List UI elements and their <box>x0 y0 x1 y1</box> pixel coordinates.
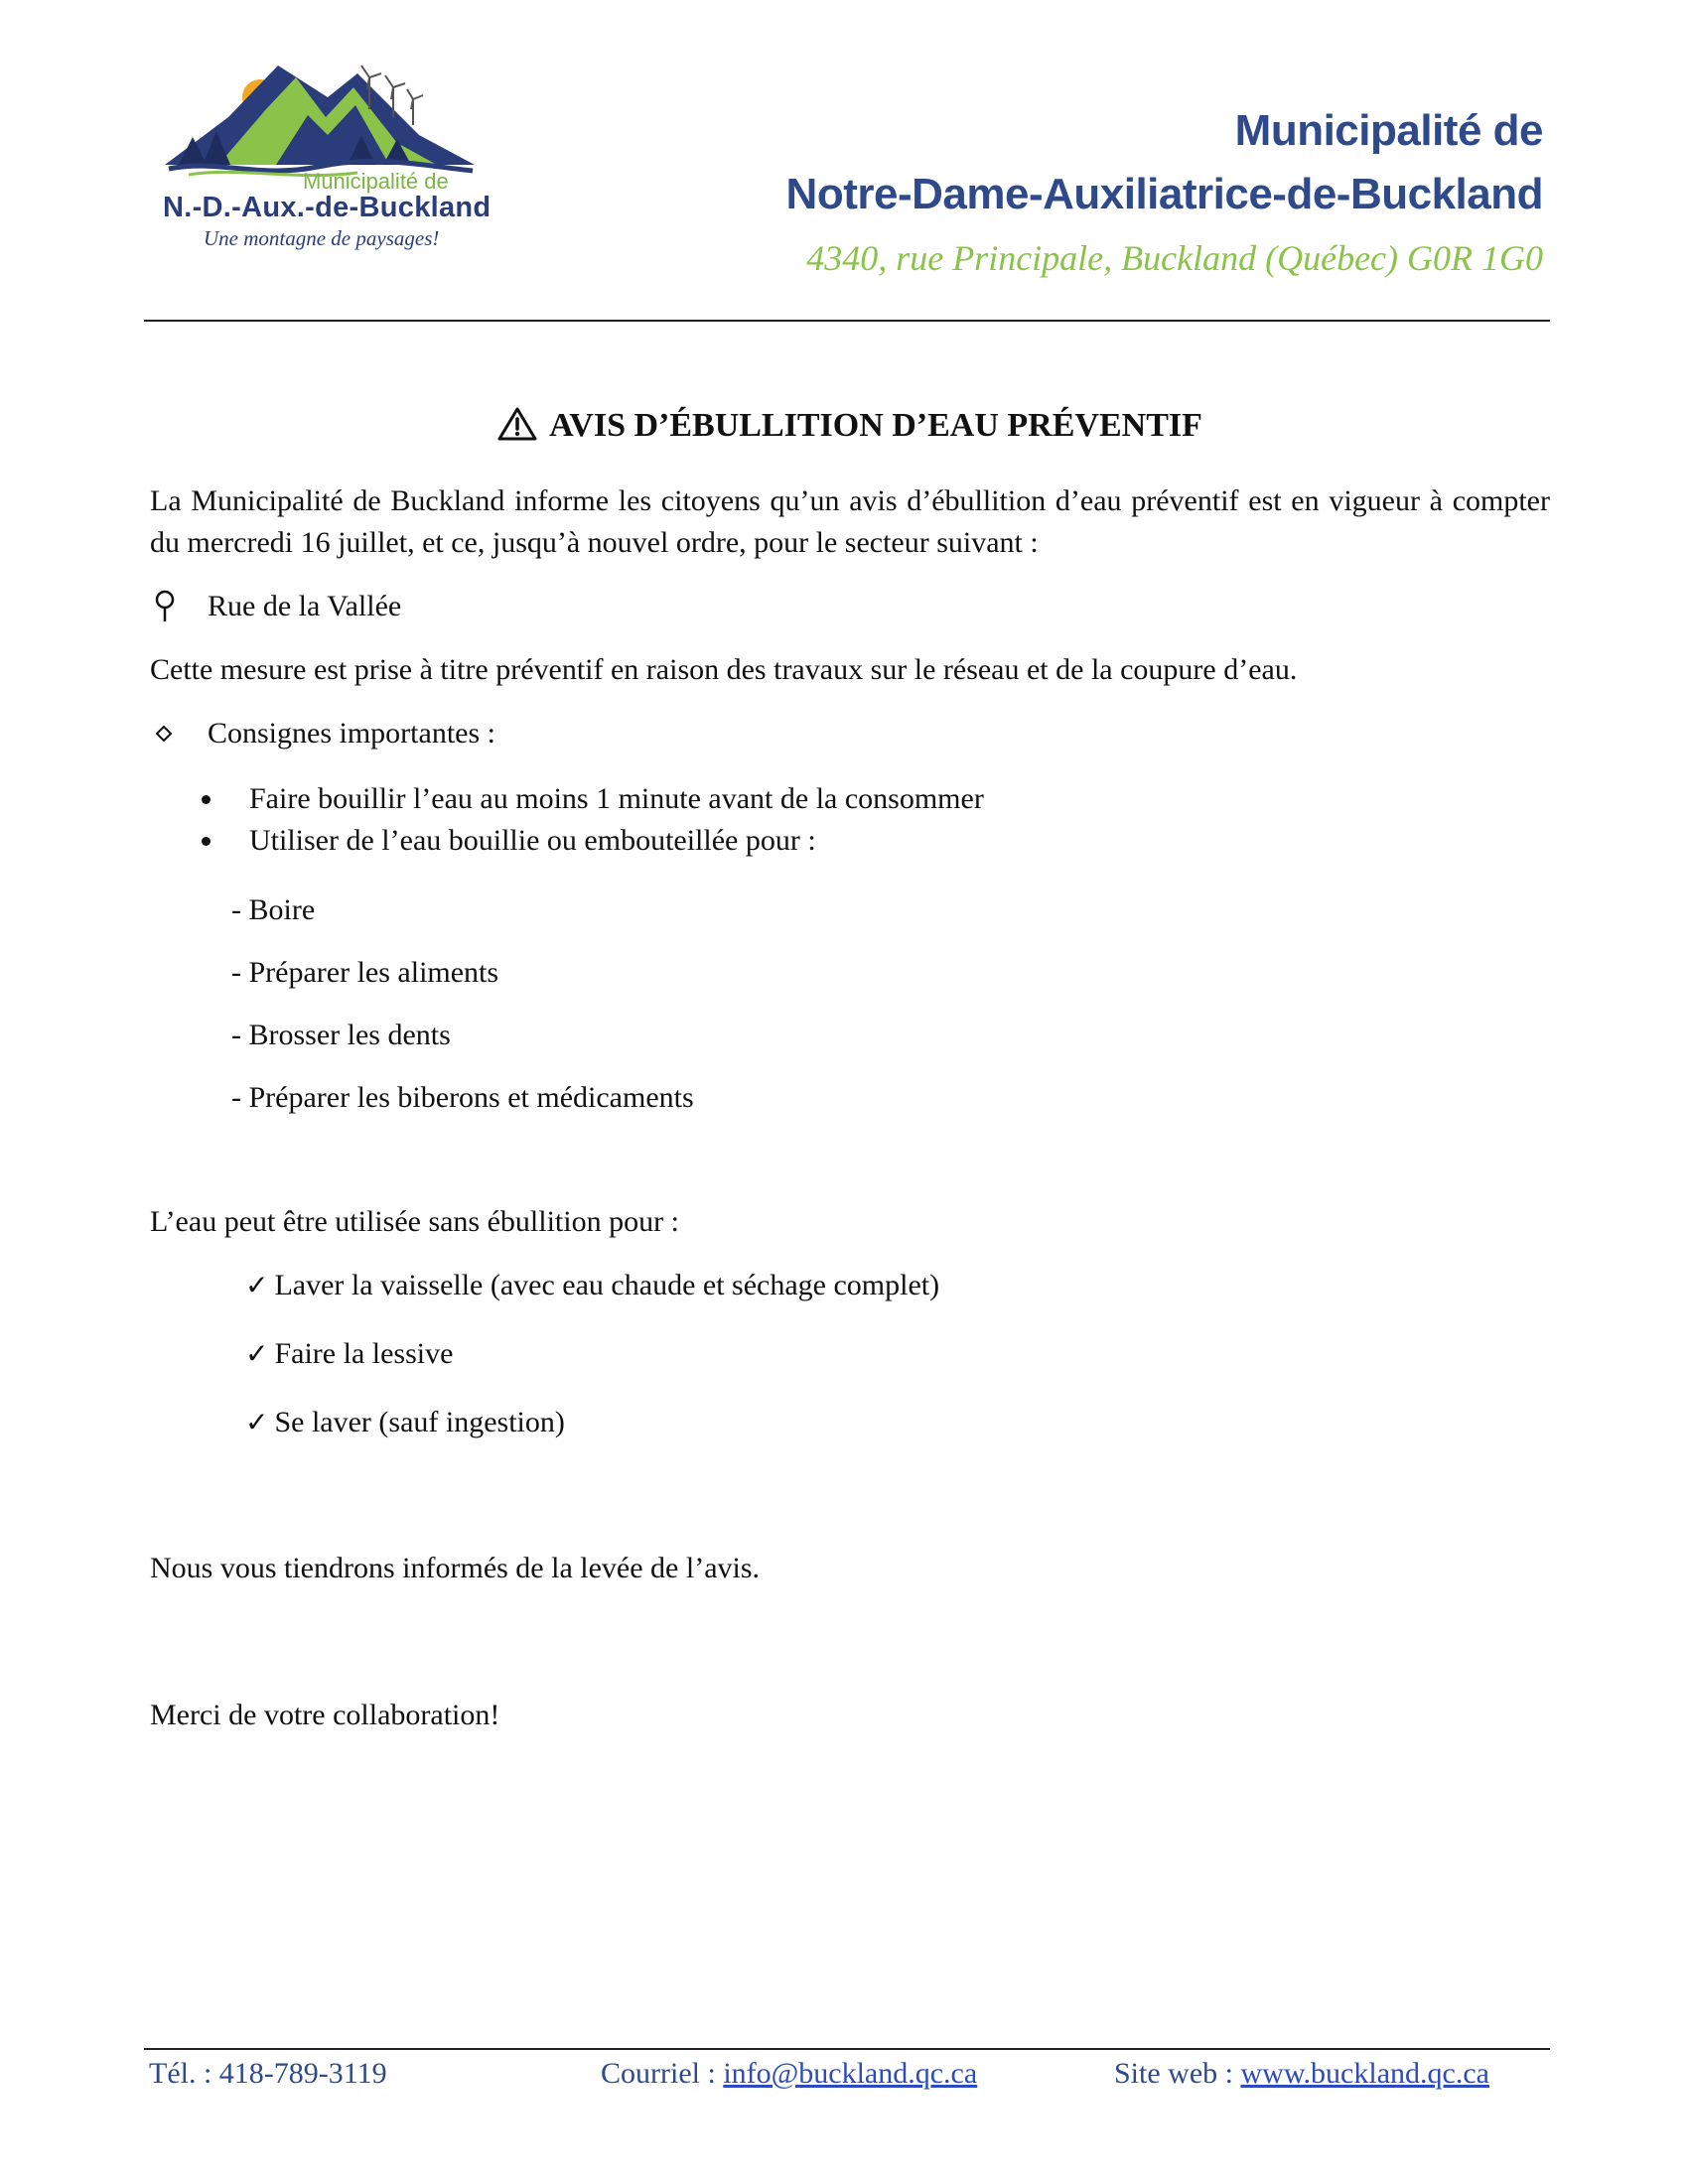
org-address: 4340, rue Principale, Buckland (Québec) G0R 1G0 <box>806 238 1543 278</box>
list-item: ✓ Faire la lessive <box>245 1337 454 1370</box>
followup-paragraph: Nous vous tiendrons informés de la levée de l’avis. <box>150 1552 761 1584</box>
list-item: Faire bouillir l’eau au moins 1 minute avant de la consommer <box>150 778 1550 820</box>
list-item: - Préparer les biberons et médicaments <box>231 1081 694 1114</box>
website-link[interactable]: www.buckland.qc.ca <box>1240 2057 1489 2090</box>
notice-body <box>150 397 1550 1758</box>
footer-divider <box>144 2048 1550 2050</box>
thanks-paragraph: Merci de votre collaboration! <box>150 1699 500 1731</box>
reason-paragraph: Cette mesure est prise à titre préventif en raison des travaux sur le réseau et de la coupure d’eau. <box>150 653 1298 686</box>
email-link[interactable]: info@buckland.qc.ca <box>723 2057 978 2090</box>
notice-title: AVIS D’ÉBULLITION D’EAU PRÉVENTIF <box>549 407 1202 444</box>
org-name-line1: Municipalité de <box>1234 106 1543 155</box>
mountain-logo-icon <box>159 48 477 177</box>
logo-subtitle: Municipalité de <box>303 169 449 194</box>
footer-email: Courriel : info@buckland.qc.ca <box>601 2057 978 2090</box>
without-boil-list <box>150 1265 1550 1443</box>
without-boil-heading: L’eau peut être utilisée sans ébullition pour : <box>150 1205 679 1238</box>
checkmark-icon: ✓ <box>245 1406 269 1438</box>
footer-website: Site web : www.buckland.qc.ca <box>1114 2057 1489 2090</box>
municipality-logo <box>159 48 492 256</box>
sector-name: Rue de la Vallée <box>208 590 402 622</box>
instructions-heading-row <box>150 713 1550 754</box>
footer-phone: Tél. : 418-789-3119 <box>149 2057 387 2090</box>
list-item: ✓ Se laver (sauf ingestion) <box>245 1406 565 1438</box>
location-pin-icon <box>150 590 208 623</box>
notice-title-row <box>150 405 1550 453</box>
list-item: ✓ Laver la vaisselle (avec eau chaude et séchage complet) <box>245 1269 940 1301</box>
list-item: - Brosser les dents <box>231 1019 451 1051</box>
instructions-list <box>150 778 1550 862</box>
logo-tagline: Une montagne de paysages! <box>204 226 440 250</box>
header-divider <box>144 320 1550 322</box>
letterhead <box>786 99 1543 288</box>
warning-icon <box>497 406 537 453</box>
instructions-heading: Consignes importantes : <box>208 717 495 750</box>
list-item: - Préparer les aliments <box>231 956 499 989</box>
list-item: - Boire <box>231 893 316 926</box>
diamond-bullet-icon <box>150 724 208 744</box>
footer <box>149 2057 1539 2101</box>
checkmark-icon: ✓ <box>245 1337 269 1370</box>
checkmark-icon: ✓ <box>245 1269 269 1301</box>
list-item: Utiliser de l’eau bouillie ou embouteillée pour : <box>150 820 1550 862</box>
org-name-line2: Notre-Dame-Auxiliatrice-de-Buckland <box>785 170 1543 218</box>
intro-paragraph: La Municipalité de Buckland informe les citoyens qu’un avis d’ébullition d’eau préventif est en vigueur à compter du mercredi 16 juillet, et ce, jusqu’à nouvel ordre, pour le secteur suivant : <box>150 484 1550 559</box>
logo-name: N.-D.-Aux.-de-Buckland <box>163 192 492 223</box>
sector-row <box>150 586 1550 627</box>
